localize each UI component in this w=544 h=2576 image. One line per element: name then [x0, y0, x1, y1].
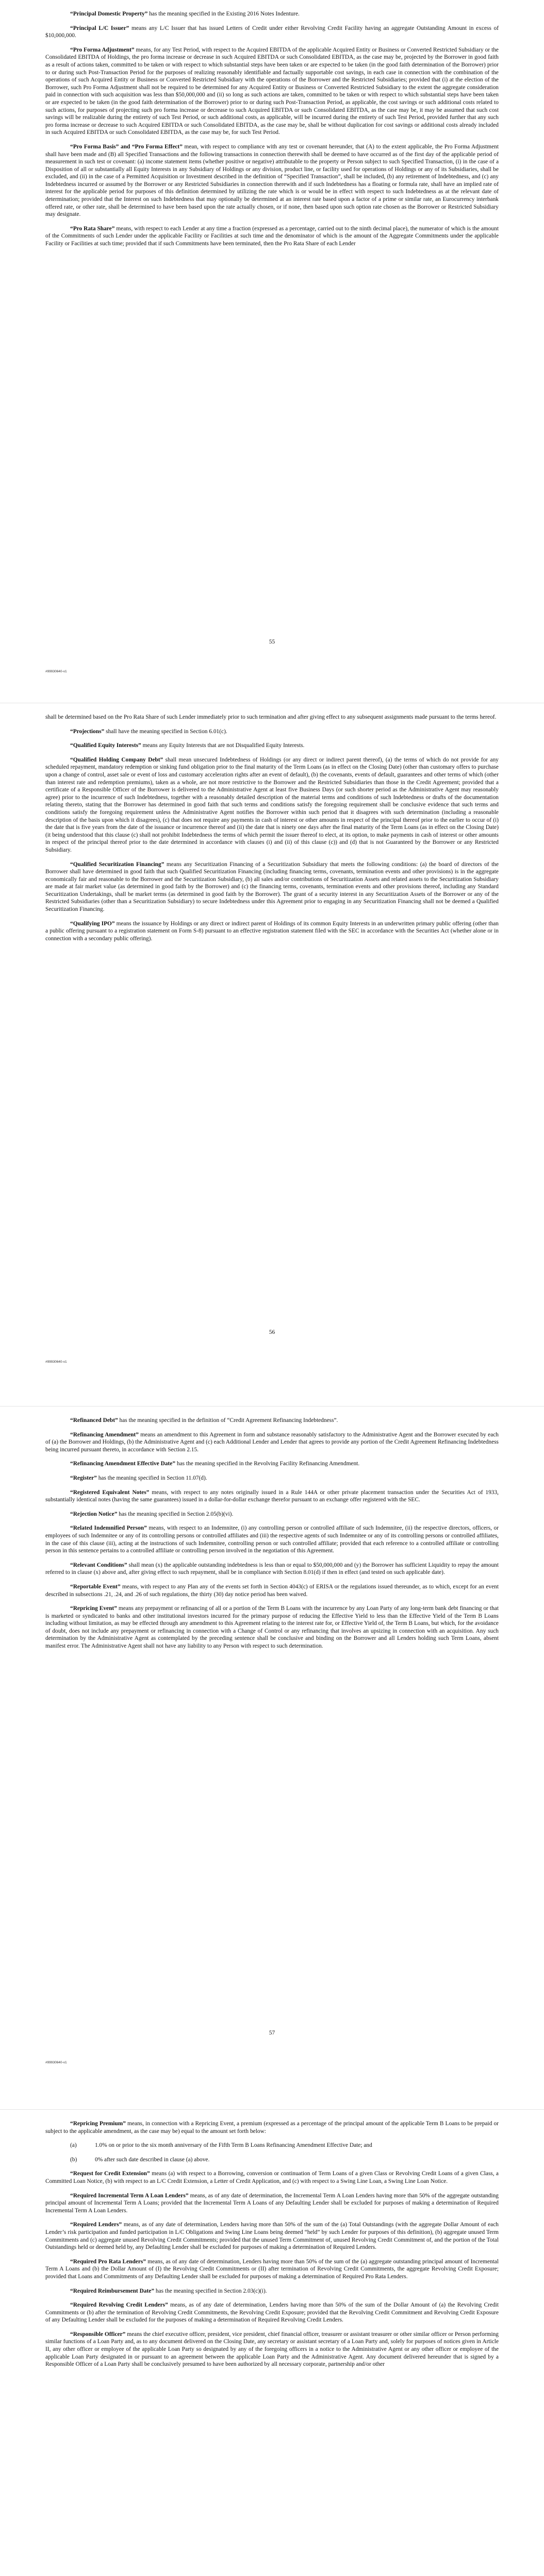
page-number: 57 [269, 2030, 275, 2036]
definition-paragraph [45, 1511, 499, 1518]
definition-paragraph [45, 1431, 499, 1454]
definition-text: means the chief executive officer, president, vice president, chief financial officer, treasurer or assistant treasurer or other similar officer or Person performing similar functions of a Loan Party and, as to any document delivered on the Closing Date, any secretary or assistant secretary of a Loan Party and, solely for purposes of notices given in Article II, any other officer or employee of the applicable Loan Party so designated by any of the foregoing officers in a notice to the Administrative Agent or any other officer or employee of the applicable Loan Party designated in or pursuant to an agreement between the applicable Loan Party and the Administrative Agent. Any document delivered hereunder that is signed by a Responsible Officer of a Loan Party shall be conclusively presumed to have been authorized by all necessary corporate, partnership and/or other [45, 2331, 499, 2368]
definition-text: means (a) with respect to a Borrowing, conversion or continuation of Term Loans of a given Class or Revolving Credit Loans of a given Class, a Committed Loan Notice, (b) with respect to an L/C Credit Extension, a Letter of Credit Application, and (c) with respect to a Swing Line Loan, a Swing Line Loan Notice. [45, 2171, 499, 2184]
page-content [45, 714, 499, 949]
definition-text: means, as of any date of determination, Lenders having more than 50% of the sum of the (a) aggregate outstanding principal amount of Incremental Term A Loans and (b) the Dollar Amount of (I) the Revolving Credit Commitments or (II) after termination of Revolving Credit Commitments, the aggregate Revolving Credit Exposure; provided that Loans and Commitments of any Defaulting Lender shall be excluded for purposes of making a determination of Required Pro Rata Lenders. [45, 2258, 499, 2280]
document-page [0, 2110, 544, 2576]
defined-term: “Request for Credit Extension” [70, 2171, 150, 2177]
defined-term: “Responsible Officer” [70, 2331, 126, 2337]
definition-paragraph [45, 2301, 499, 2324]
definition-paragraph [45, 2287, 499, 2295]
definition-paragraph [45, 2258, 499, 2281]
definition-paragraph [45, 1489, 499, 1504]
definition-paragraph [45, 2221, 499, 2251]
definition-text: means, with respect to any notes originally issued in a Rule 144A or other private placement transaction under the Securities Act of 1933, substantially identical notes (having the same guarantees) issued in a dollar-for-dollar exchange therefor pursuant to an exchange offer registered with the SEC. [45, 1489, 499, 1503]
definition-paragraph [45, 1417, 499, 1425]
list-item-label: (b) [70, 2156, 77, 2163]
defined-term: “Principal L/C Issuer” [70, 25, 129, 31]
definition-text: means, as of any date of determination, Lenders having more than 50% of the sum of the Dollar Amount of (a) the Revolving Credit Commitments or (b) after the termination of Revolving Credit Commitments, the Revolving Credit Exposure; provided that the Revolving Credit Commitment and Revolving Credit Exposure of any Defaulting Lender shall be excluded for the purposes of making a determination of Required Revolving Credit Lenders. [45, 2302, 499, 2324]
defined-term: “Qualifying IPO” [70, 920, 115, 927]
definition-text: means, as of any date of determination, the Incremental Term A Loan Lenders having more than 50% of the aggregate outstanding principal amount of Incremental Term A Loans; provided that the Incremental Term A Loans of any Defaulting Lender shall be excluded for purposes of making a determination of Required Incremental Term A Loan Lenders. [45, 2192, 499, 2214]
definition-paragraph [45, 2170, 499, 2185]
defined-term: “Pro Forma Basis” and “Pro Forma Effect” [70, 143, 183, 150]
definition-text: shall mean (x) the applicable outstanding indebtedness is less than or equal to $50,000,000 and (y) the Borrower has sufficient Liquidity to repay the amount referred to in clause (x) above and, after giving effect to such repayment, shall be in compliance with Section 8.01(d) if then in effect (and tested on such applicable date). [45, 1562, 499, 1576]
definition-paragraph [45, 1524, 499, 1554]
document-page [0, 1406, 544, 2110]
list-item [45, 2142, 499, 2149]
definition-paragraph [45, 10, 499, 18]
defined-term: “Required Pro Rata Lenders” [70, 2258, 146, 2265]
definition-text: means, with respect to an Indemnitee, (i) any controlling person or controlled affiliate of such Indemnitee, (ii) the respective directors, officers, or employees of such Indemnitee or any of its controlling persons or controlled affiliates and (iii) the respective agents of such Indemnitee or any of its controlling persons or controlled affiliates, in the case of this clause (iii), acting at the instructions of such Indemnitee, controlling person or such controlled affiliate; provided that each reference to a controlled affiliate or controlling person in this sentence pertains to a controlled affiliate or controlling person involved in the negotiation of this Agreement. [45, 1525, 499, 1554]
definition-text: means any Equity Interests that are not Disqualified Equity Interests. [141, 742, 305, 749]
definition-paragraph [45, 143, 499, 218]
definition-text: means any prepayment or refinancing of all or a portion of the Term B Loans with the incurrence by any Loan Party of any long-term bank debt financing or that is marketed or syndicated to banks and other institutional investors incurred for the primary purpose of reducing the Effective Yield to less than the Effective Yield of the Term B Loans including without limitation, as may be effected through any amendment to this Agreement relating to the interest rate for, or Effective Yield of, the Term B Loans, but which, for the avoidance of doubt, does not include any prepayment or refinancing in connection with a Change of Control or any refinancing that involves an upsizing in connection with an acquisition. Any such determination by the Administrative Agent as contemplated by the preceding sentence shall be conclusive and binding on the Borrower and all Lenders holding such Term Loans, absent manifest error. The Administrative Agent shall not have any liability to any Person with respect to such determination. [45, 1605, 499, 1650]
footer-code: #99930640-v1 [45, 1360, 67, 1364]
definition-text: means an amendment to this Agreement in form and substance reasonably satisfactory to the Administrative Agent and the Borrower executed by each of (a) the Borrower and Holdings, (b) the Administrative Agent and (c) each Additional Lender and Lender that agrees to provide any portion of the Credit Agreement Refinancing Indebtedness being incurred pursuant thereto, in accordance with Section 2.15. [45, 1431, 499, 1453]
definition-paragraph [45, 861, 499, 913]
definition-paragraph [45, 2331, 499, 2368]
defined-term: “Principal Domestic Property” [70, 11, 148, 17]
footer-code: #99930640-v1 [45, 2061, 67, 2064]
definition-text: shall have the meaning specified in Section 6.01(c). [104, 728, 227, 735]
definition-paragraph [45, 1605, 499, 1650]
definition-text: 1.0% on or prior to the six month anniversary of the Fifth Term B Loans Refinancing Amendment Effective Date; and [95, 2142, 372, 2149]
page-content [45, 2120, 499, 2375]
definition-text: means, in connection with a Repricing Event, a premium (expressed as a percentage of the principal amount of the applicable Term B Loans to be prepaid or subject to the applicable amendment, as the case may be) equal to the amount set forth below: [45, 2121, 499, 2134]
definition-text: 0% after such date described in clause (a) above. [95, 2156, 210, 2163]
definition-paragraph [45, 46, 499, 137]
defined-term: “Repricing Premium” [70, 2121, 126, 2127]
defined-term: “Refinancing Amendment” [70, 1431, 139, 1438]
list-item [45, 2156, 499, 2164]
definition-text: means, with respect to each Lender at any time a fraction (expressed as a percentage, carried out to the ninth decimal place), the numerator of which is the amount of the Commitments of such Lender under the applicable Facility or Facilities at such time and the denominator of which is the amount of the Aggregate Commitments under the applicable Facility or Facilities at such time; provided that if such Commitments have been terminated, then the Pro Rata Share of each Lender [45, 225, 499, 247]
definition-text: means any Securitization Financing of a Securitization Subsidiary that meets the following conditions: (a) the board of directors of the Borrower shall have determined in good faith that such Qualified Securitization Financing (including financing terms, covenants, termination events and other provisions) is in the aggregate economically fair and reasonable to the Borrower and the Securitization Subsidiary, (b) all sales and/or contributions of Securitization Assets and related assets to the Securitization Subsidiary are made at fair market value (as determined in good faith by the Borrower) and (c) the financing terms, covenants, termination events and other provisions thereof, including any Standard Securitization Undertakings, shall be market terms (as determined in good faith by the Borrower). The grant of a security interest in any Securitization Assets of the Borrower or any of the Restricted Subsidiaries (other than a Securitization Subsidiary) to secure Indebtedness under this Agreement prior to engaging in any Securitization Financing shall not be deemed a Qualified Securitization Financing. [45, 861, 499, 913]
definition-text: means, as of any date of determination, Lenders having more than 50% of the sum of the (a) Total Outstandings (with the aggregate Dollar Amount of each Lender’s risk participation and funded participation in L/C Obligations and Swing Line Loans being deemed “held” by such Lender for purposes of this definition), (b) aggregate unused Term Commitments and (c) aggregate unused Revolving Credit Commitments; provided that the unused Term Commitment of, unused Revolving Credit Commitment of, and the portion of the Total Outstandings held or deemed held by, any Defaulting Lender shall be excluded for purposes of making a determination of Required Lenders. [45, 2222, 499, 2251]
definition-text: has the meaning specified in Section 2.05(b)(vi). [117, 1511, 234, 1517]
definition-text: shall mean unsecured Indebtedness of Holdings (or any direct or indirect parent thereof), (a) the terms of which do not provide for any scheduled repayment, mandatory redemption or sinking fund obligation prior to the final maturity of the Term Loans (as in effect on the Closing Date) (other than customary offers to purchase upon a change of control, asset sale or event of loss and customary acceleration rights after an event of default), (b) the covenants, events of default, guarantees and other terms of which (other than interest rate and redemption premiums), taken as a whole, are not more restrictive to the Borrower and the Restricted Subsidiaries than those in the Credit Agreement; provided that a certificate of a Responsible Officer of the Borrower is delivered to the Administrative Agent at least five Business Days (or such shorter period as the Administrative Agent may reasonably agree) prior to the incurrence of such Indebtedness, together with a reasonably detailed description of the material terms and conditions of such Indebtedness or drafts of the documentation relating thereto, stating that the Borrower has determined in good faith that such terms and conditions satisfy the foregoing requirement shall be conclusive evidence that such terms and conditions satisfy the foregoing requirement unless the Administrative Agent notifies the Borrower within such period that it disagrees with such determination (including a reasonable description of the basis upon which it disagrees), (c) that does not require any payments in cash of interest or other amounts in respect of the principal thereof prior to the earlier to occur of (i) the date that is five years from the date of the issuance or incurrence thereof and (ii) the date that is ninety one days after the final maturity of the Term Loans (as in effect on the Closing Date) (it being understood that this clause (c) shall not prohibit Indebtedness the terms of which permit the issuer thereof to elect, at its option, to make payments in cash of interest or other amounts in respect of the principal thereof prior to the date determined in accordance with clauses (i) and (ii) of this clause (c)) and (d) that is not Guaranteed by the Borrower or any Restricted Subsidiary. [45, 756, 499, 853]
definition-paragraph [45, 1562, 499, 1577]
definition-paragraph [45, 756, 499, 854]
page-number: 55 [269, 639, 275, 645]
defined-term: “Relevant Conditions” [70, 1562, 127, 1568]
page-content [45, 10, 499, 255]
defined-term: “Rejection Notice” [70, 1511, 118, 1517]
definition-text: shall be determined based on the Pro Rata Share of such Lender immediately prior to such termination and after giving effect to any subsequent assignments made pursuant to the terms hereof. [45, 714, 497, 720]
defined-term: “Pro Forma Adjustment” [70, 46, 135, 53]
definition-text: has the meaning specified in Section 11.07(d). [96, 1475, 207, 1481]
defined-term: “Refinancing Amendment Effective Date” [70, 1461, 176, 1467]
definition-paragraph [45, 714, 499, 721]
defined-term: “Repricing Event” [70, 1605, 117, 1612]
definition-text: has the meaning specified in the Revolving Facility Refinancing Amendment. [175, 1461, 360, 1467]
defined-term: “Reportable Event” [70, 1583, 121, 1590]
definition-paragraph [45, 742, 499, 750]
definition-text: has the meaning specified in the definition of “Credit Agreement Refinancing Indebtedness”. [118, 1417, 338, 1423]
defined-term: “Register” [70, 1475, 97, 1481]
defined-term: “Required Incremental Term A Loan Lenders” [70, 2192, 189, 2199]
definition-text: means, with respect to any Plan any of the events set forth in Section 4043(c) of ERISA or the regulations issued thereunder, as to which, except for an event described in subsections .21, .24, and .26 of such regulations, the thirty (30) day notice period has been waived. [45, 1583, 499, 1598]
definition-paragraph [45, 2120, 499, 2135]
defined-term: “Qualified Equity Interests” [70, 742, 141, 749]
page-number: 56 [269, 1329, 275, 1335]
defined-term: “Required Revolving Credit Lenders” [70, 2302, 168, 2309]
definition-paragraph [45, 728, 499, 736]
document-page [0, 703, 544, 1406]
definition-paragraph [45, 920, 499, 943]
definition-text: means, for any Test Period, with respect to the Acquired EBITDA of the applicable Acquired Entity or Business or Converted Restricted Subsidiary or the Consolidated EBITDA of Holdings, the pro forma increase or decrease in such Acquired EBITDA or such Consolidated EBITDA, as the case may be, projected by the Borrower in good faith as a result of actions taken, committed to be taken or with respect to which substantial steps have been taken or are expected to be taken (in the good faith determination of the Borrower) prior to or during such Post-Transaction Period for the purposes of realizing reasonably identifiable and factually supportable cost savings, in each case in connection with the combination of the operations of such Acquired Entity or Business or Converted Restricted Subsidiary with the operations of the Borrower and the Restricted Subsidiaries; provided that (i) at the election of the Borrower, such Pro Forma Adjustment shall not be required to be determined for any Acquired Entity or Business or Converted Restricted Subsidiary to the extent the aggregate consideration paid in connection with such acquisition was less than $50,000,000 and (ii) so long as such actions are taken, committed to be taken or with respect to which substantial steps have been taken or are expected to be taken (in the good faith determination of the Borrower) prior to or during such Post-Transaction Period, as applicable, the cost savings or such additional costs related to such actions, for purposes of projecting such pro forma increase or decrease to such Acquired EBITDA or such Consolidated EBITDA, as the case may be, it may be assumed that such cost savings will be realizable during the entirety of such Test Period, or such additional costs, as applicable, will be incurred during the entirety of such Test Period, provided further that any such pro forma increase or decrease to such Acquired EBITDA or such Consolidated EBITDA, as the case may be, shall be without duplication for cost savings or additional costs already included in such Acquired EBITDA or such Consolidated EBITDA, as the case may be, for such Test Period. [45, 46, 499, 136]
definition-paragraph [45, 1583, 499, 1598]
definition-text: has the meaning specified in the Existing 2016 Notes Indenture. [147, 11, 300, 17]
defined-term: “Qualified Holding Company Debt” [70, 756, 163, 763]
definition-paragraph [45, 2192, 499, 2215]
defined-term: “Registered Equivalent Notes” [70, 1489, 150, 1496]
definition-text: mean, with respect to compliance with any test or covenant hereunder, that (A) to the extent applicable, the Pro Forma Adjustment shall have been made and (B) all Specified Transactions and the following transactions in connection therewith shall be deemed to have occurred as of the first day of the applicable period of measurement in such test or covenant: (a) income statement items (whether positive or negative) attributable to the property or Person subject to such Specified Transaction, (i) in the case of a Disposition of all or substantially all Equity Interests in any Subsidiary of Holdings or any division, product line, or facility used for operations of Holdings or any of its Subsidiaries, shall be excluded, and (ii) in the case of a Permitted Acquisition or Investment described in the definition of “Specified Transaction”, shall be included, (b) any retirement of Indebtedness, and (c) any Indebtedness incurred or assumed by the Borrower or any Restricted Subsidiaries in connection therewith and if such Indebtedness has a floating or formula rate, shall have an implied rate of interest for the applicable period for purposes of this definition determined by utilizing the rate which is or would be in effect with respect to such Indebtedness as at the relevant date of determination; provided that the Interest on such Indebtedness that may optionally be determined at an interest rate based upon a factor of a prime or similar rate, an Eurocurrency interbank offered rate, or other rate, shall be determined to have been based upon the rate actually chosen, or if none, then based upon such option rate chosen as the Borrower or Restricted Subsidiary may designate. [45, 143, 499, 218]
defined-term: “Refinanced Debt” [70, 1417, 118, 1423]
defined-term: “Related Indemnified Person” [70, 1525, 147, 1532]
definition-text: means any L/C Issuer that has issued Letters of Credit under either Revolving Credit Facility having an aggregate Outstanding Amount in excess of $10,000,000. [45, 25, 499, 39]
defined-term: “Pro Rata Share” [70, 225, 115, 232]
page-content [45, 1417, 499, 1657]
defined-term: “Required Reimbursement Date” [70, 2287, 155, 2294]
definition-paragraph [45, 1475, 499, 1482]
definition-text: means the issuance by Holdings or any direct or indirect parent of Holdings of its common Equity Interests in an underwritten primary public offering (other than a public offering pursuant to a registration statement on Form S-8) pursuant to an effective registration statement filed with the SEC in accordance with the Securities Act (whether alone or in connection with a secondary public offering). [45, 920, 499, 942]
document-page [0, 0, 544, 703]
defined-term: “Qualified Securitization Financing” [70, 861, 164, 868]
definition-paragraph [45, 225, 499, 248]
definition-text: has the meaning specified in Section 2.03(c)(i). [154, 2287, 267, 2294]
defined-term: “Required Lenders” [70, 2222, 122, 2228]
defined-term: “Projections” [70, 728, 105, 735]
list-item-label: (a) [70, 2142, 77, 2149]
definition-paragraph [45, 1460, 499, 1468]
definition-paragraph [45, 25, 499, 40]
footer-code: #99930640-v1 [45, 670, 67, 673]
